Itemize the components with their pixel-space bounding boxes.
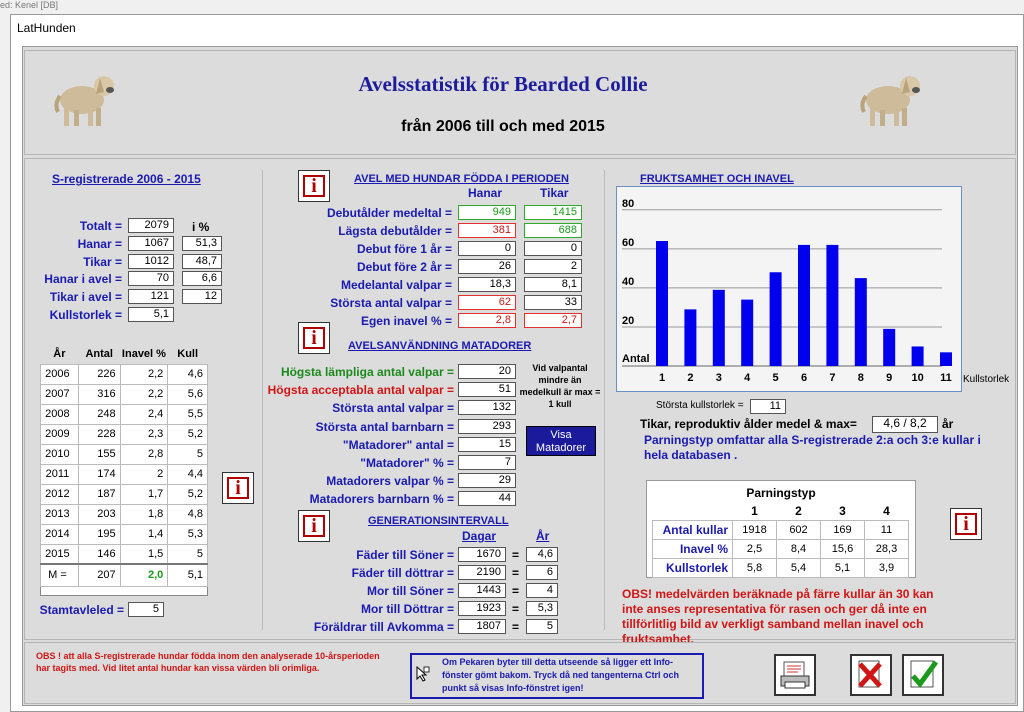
matador-value: 29 <box>458 473 516 488</box>
year-table-cell: 5,2 <box>168 424 208 444</box>
bar-chart <box>618 188 1018 390</box>
year-table-cell: 2007 <box>41 384 79 404</box>
chart-bar <box>855 278 867 366</box>
avel-hanar-value: 949 <box>458 205 516 220</box>
year-table-cell: 155 <box>78 444 120 464</box>
year-table-cell: 5 <box>168 544 208 564</box>
generation-label: Mor till Söner = <box>366 584 454 598</box>
matador-label: Högsta lämpliga antal valpar = <box>280 365 454 379</box>
generation-col-dagar: Dagar <box>462 529 497 543</box>
chart-xtick-label: 1 <box>658 372 666 384</box>
avel-hanar-value: 18,3 <box>458 277 516 292</box>
info-icon: i <box>303 327 325 349</box>
parning-col-header: 4 <box>883 503 890 518</box>
year-table-cell: 2011 <box>41 464 79 484</box>
matador-value: 44 <box>458 491 516 506</box>
year-table-cell: 2012 <box>41 484 79 504</box>
avel-label: Debut före 2 år = <box>356 260 452 274</box>
avel-label: Lägsta debutålder = <box>338 224 452 238</box>
table-row <box>41 444 208 464</box>
fertility-heading: FRUKTSAMHET OCH INAVEL <box>640 173 794 185</box>
year-table-cell: 4,6 <box>168 364 208 384</box>
left-stat-label: Tikar = <box>83 255 122 269</box>
dog-logo-left <box>52 68 118 128</box>
chart-xtick-label: 9 <box>886 372 893 384</box>
table-row <box>41 464 208 484</box>
year-table-cell: 5,6 <box>168 384 208 404</box>
year-table-cell: 5,5 <box>168 404 208 424</box>
year-table-cell: 5,2 <box>168 484 208 504</box>
year-table-mean-cell: M = <box>41 564 79 586</box>
info-button-left[interactable] <box>222 472 254 504</box>
close-icon <box>852 656 890 694</box>
left-heading: S-registrerade 2006 - 2015 <box>52 172 201 186</box>
generation-ar-value: 5 <box>526 619 558 634</box>
year-table-mean-cell: 207 <box>78 564 120 586</box>
left-stat-count: 1012 <box>128 254 174 269</box>
generation-label: Mor till Döttrar = <box>360 602 454 616</box>
generation-ar-value: 4 <box>526 583 558 598</box>
year-table-cell: 187 <box>78 484 120 504</box>
year-table-cell: 174 <box>78 464 120 484</box>
chart-xtick-label: 5 <box>772 372 779 384</box>
year-table-cell: 1,5 <box>120 544 168 564</box>
avel-tikar-value: 1415 <box>524 205 582 220</box>
avel-hanar-value: 62 <box>458 295 516 310</box>
year-table-cell: 248 <box>78 404 120 424</box>
chart-xtick-label: 3 <box>715 372 722 384</box>
chart-bar <box>883 329 895 366</box>
stamtavleled-label: Stamtavleled = <box>39 603 124 617</box>
generation-dagar-value: 1670 <box>458 547 506 562</box>
generation-eq: = <box>512 584 520 598</box>
avel-label: Medelantal valpar = <box>340 278 452 292</box>
chart-bar <box>684 309 696 366</box>
chart-xtick-label: 8 <box>857 372 864 384</box>
avel-hanar-value: 381 <box>458 223 516 238</box>
table-row-mean <box>41 564 208 586</box>
table-row <box>41 484 208 504</box>
matador-value: 20 <box>458 364 516 379</box>
chart-bar <box>826 245 838 366</box>
year-table-mean-cell: 5,1 <box>168 564 208 586</box>
print-icon <box>776 656 814 694</box>
divider-right <box>604 170 605 630</box>
year-table-cell: 2,8 <box>120 444 168 464</box>
left-stat-pct: 48,7 <box>182 254 222 269</box>
chart-xtick-label: 10 <box>911 372 924 384</box>
parning-cell: 5,4 <box>777 558 821 577</box>
avel-tikar-value: 688 <box>524 223 582 238</box>
chart-bar <box>798 245 810 366</box>
chart-xtick-label: 7 <box>829 372 836 384</box>
table-row <box>41 504 208 524</box>
left-stat-label: Totalt = <box>79 219 122 233</box>
year-table-cell: 1,7 <box>120 484 168 504</box>
parning-cell: 2,5 <box>733 539 777 558</box>
page-title: Avelsstatistik för Bearded Collie <box>358 72 648 96</box>
year-table-cell: 228 <box>78 424 120 444</box>
info-hint-text: Om Pekaren byter till detta utseende så ligger ett Info-fönster gömt bakom. Tryck då ned tangenterna Ctrl och punkt så visas Info-fönstret igen! <box>442 657 680 693</box>
chart-bar <box>912 346 924 366</box>
window-title: LatHunden <box>17 21 76 35</box>
table-row <box>41 544 208 564</box>
year-table-cell: 2,3 <box>120 424 168 444</box>
parning-cell: 5,1 <box>821 558 865 577</box>
left-stat-count: 121 <box>128 289 174 304</box>
title-bar[interactable] <box>11 15 1023 41</box>
year-table-cell: 2014 <box>41 524 79 544</box>
avel-hanar-value: 0 <box>458 241 516 256</box>
chart-bar <box>770 272 782 366</box>
table-row <box>653 520 909 539</box>
chart-ytick-label: 60 <box>622 236 635 249</box>
generation-ar-value: 6 <box>526 565 558 580</box>
parning-col-header: 2 <box>795 503 802 518</box>
left-stat-pct: 51,3 <box>182 236 222 251</box>
generation-ar-value: 4,6 <box>526 547 558 562</box>
generation-label: Fäder till döttrar = <box>351 566 454 580</box>
age-value: 4,6 / 8,2 <box>872 416 938 433</box>
generation-label: Föräldrar till Avkomma = <box>313 620 454 634</box>
parning-title: Parningstyp <box>746 486 816 500</box>
left-stat-count: 1067 <box>128 236 174 251</box>
parning-row-label: Antal kullar <box>653 520 733 539</box>
parning-cell: 15,6 <box>821 539 865 558</box>
chart-xtick-label: 2 <box>687 372 694 384</box>
page-subtitle: från 2006 till och med 2015 <box>401 118 605 135</box>
year-table <box>40 344 208 587</box>
year-table-cell: 4,4 <box>168 464 208 484</box>
parning-cell: 11 <box>865 520 909 539</box>
info-button-avel[interactable] <box>298 170 330 202</box>
year-table-cell: 5,3 <box>168 524 208 544</box>
visa-matadorer-button[interactable]: Visa Matadorer <box>526 426 596 456</box>
table-row <box>41 424 208 444</box>
left-stat-count: 2079 <box>128 218 174 233</box>
year-table-cell: 2,2 <box>120 384 168 404</box>
pct-header: i % <box>192 220 210 234</box>
year-table-cell: 4,8 <box>168 504 208 524</box>
footer-obs: OBS ! att alla S-registrerade hundar födda inom den analyserade 10-årsperioden har tagits med. Vid litet antal hundar kan vissa värden bli orimliga. <box>36 651 380 673</box>
chart-background <box>618 188 960 390</box>
generation-dagar-value: 1807 <box>458 619 506 634</box>
parning-col-header: 3 <box>839 503 846 518</box>
avel-label: Största antal valpar = <box>330 296 452 310</box>
avel-tikar-value: 0 <box>524 241 582 256</box>
avel-hanar-value: 2,8 <box>458 313 516 328</box>
avel-col-tikar: Tikar <box>540 186 569 200</box>
ok-button[interactable] <box>902 654 944 696</box>
year-table-cell: 2006 <box>41 364 79 384</box>
dog-logo-right <box>858 68 924 128</box>
check-icon <box>904 656 942 694</box>
matador-value: 51 <box>458 382 516 397</box>
matador-value: 15 <box>458 437 516 452</box>
parning-table <box>652 502 909 578</box>
matador-heading: AVELSANVÄNDNING MATADORER <box>348 340 532 352</box>
table-row <box>41 384 208 404</box>
generation-dagar-value: 1923 <box>458 601 506 616</box>
generation-col-ar: År <box>536 529 550 543</box>
table-row <box>41 404 208 424</box>
year-table-cell: 316 <box>78 384 120 404</box>
year-table-cell: 2,4 <box>120 404 168 424</box>
generation-dagar-value: 1443 <box>458 583 506 598</box>
info-button-parning[interactable] <box>950 508 982 540</box>
year-table-header: Kull <box>177 347 199 360</box>
parning-cell: 602 <box>777 520 821 539</box>
chart-xtick-label: 11 <box>940 372 952 384</box>
generation-eq: = <box>512 602 520 616</box>
info-icon: i <box>303 515 325 537</box>
matador-label: Största antal barnbarn = <box>315 419 454 434</box>
background-app-text: ed: Kenel [DB] <box>0 0 59 10</box>
avel-heading: AVEL MED HUNDAR FÖDDA I PERIODEN <box>354 173 569 185</box>
generation-label: Fäder till Söner = <box>356 548 454 562</box>
info-icon: i <box>227 477 249 499</box>
year-table-cell: 2010 <box>41 444 79 464</box>
chart-ytick-label: 80 <box>622 197 635 210</box>
info-icon: i <box>303 175 325 197</box>
chart-ylabel: Antal <box>622 353 650 365</box>
matador-label: "Matadorer" % = <box>360 456 454 470</box>
parning-cell: 1918 <box>733 520 777 539</box>
year-table-cell: 2 <box>120 464 168 484</box>
obs-warning: OBS! medelvärden beräknade på färre kullar än 30 kan inte anses representativa för rasen och ger då inte en tillförlitlig bild av verkligt samband mellan inavel och fruktsamhet. <box>622 587 934 646</box>
table-row <box>653 539 909 558</box>
parning-cell: 8,4 <box>777 539 821 558</box>
year-table-cell: 2008 <box>41 404 79 424</box>
left-stat-label: Hanar = <box>77 237 122 251</box>
avel-hanar-value: 26 <box>458 259 516 274</box>
chart-ytick-label: 40 <box>622 275 635 288</box>
year-table-header: Inavel % <box>121 347 166 360</box>
avel-label: Debutålder medeltal = <box>326 206 452 220</box>
parning-row-label: Kullstorlek <box>653 558 733 577</box>
generation-eq: = <box>512 620 520 634</box>
year-table-cell: 2009 <box>41 424 79 444</box>
generation-heading: GENERATIONSINTERVALL <box>368 515 509 527</box>
avel-tikar-value: 2 <box>524 259 582 274</box>
cancel-button[interactable] <box>850 654 892 696</box>
left-stat-pct: 12 <box>182 289 222 304</box>
print-button[interactable] <box>774 654 816 696</box>
table-row <box>41 524 208 544</box>
generation-eq: = <box>512 566 520 580</box>
matador-label: "Matadorer" antal = <box>342 437 454 452</box>
matador-label: Största antal valpar = <box>332 401 454 416</box>
year-table-cell: 146 <box>78 544 120 564</box>
parning-row-label: Inavel % <box>653 539 733 558</box>
parning-col-header: 1 <box>751 503 758 518</box>
info-icon: i <box>955 513 977 535</box>
avel-tikar-value: 2,7 <box>524 313 582 328</box>
left-stat-pct: 6,6 <box>182 271 222 286</box>
table-row <box>653 558 909 577</box>
avel-col-hanar: Hanar <box>468 186 503 200</box>
max-litter-value: 11 <box>750 399 786 414</box>
year-table-cell: 2015 <box>41 544 79 564</box>
year-table-cell: 2,2 <box>120 364 168 384</box>
left-stat-label: Kullstorlek = <box>49 308 122 322</box>
left-stat-count: 70 <box>128 271 174 286</box>
parning-cell: 3,9 <box>865 558 909 577</box>
left-stat-label: Tikar i avel = <box>49 290 122 304</box>
parning-cell: 169 <box>821 520 865 539</box>
chart-bar <box>656 241 668 366</box>
age-unit: år <box>942 417 954 431</box>
parning-cell: 5,8 <box>733 558 777 577</box>
chart-ytick-label: 20 <box>622 314 635 327</box>
age-label: Tikar, reproduktiv ålder medel & max= <box>640 417 857 431</box>
matador-label: Matadorers valpar % = <box>326 474 454 489</box>
chart-xlabel: Kullstorlek <box>963 374 1010 385</box>
left-stat-label: Hanar i avel = <box>44 272 122 286</box>
year-table-mean-cell: 2,0 <box>120 564 168 586</box>
generation-eq: = <box>512 548 520 562</box>
matador-note: Vid valpantal mindre än medelkull är max = 1 kull <box>519 363 601 409</box>
chart-xtick-label: 6 <box>800 372 808 384</box>
year-table-cell: 203 <box>78 504 120 524</box>
chart-xtick-label: 4 <box>744 372 751 384</box>
chart-bar <box>713 290 725 366</box>
year-table-cell: 2013 <box>41 504 79 524</box>
info-button-matador[interactable] <box>298 322 330 354</box>
year-table-header: År <box>53 347 66 360</box>
avel-tikar-value: 33 <box>524 295 582 310</box>
stamtavleled-value: 5 <box>128 602 164 617</box>
parning-note: Parningstyp omfattar alla S-registrerade 2:a och 3:e kullar i hela databasen . <box>644 433 981 462</box>
generation-ar-value: 5,3 <box>526 601 558 616</box>
matador-value: 7 <box>458 455 516 470</box>
matador-value: 132 <box>458 400 516 415</box>
chart-bar <box>940 352 952 366</box>
info-button-generation[interactable] <box>298 510 330 542</box>
left-stat-count: 5,1 <box>128 307 174 322</box>
parning-corner <box>653 502 733 520</box>
parning-cell: 28,3 <box>865 539 909 558</box>
avel-tikar-value: 8,1 <box>524 277 582 292</box>
avel-label: Egen inavel % = <box>360 314 452 328</box>
year-table-cell: 195 <box>78 524 120 544</box>
max-litter-label: Största kullstorlek = <box>656 400 744 411</box>
year-table-header: Antal <box>85 347 113 360</box>
matador-value: 293 <box>458 419 516 434</box>
table-row <box>41 364 208 384</box>
year-table-cell: 1,8 <box>120 504 168 524</box>
matador-label: Matadorers barnbarn % = <box>309 492 454 507</box>
pointer-icon <box>416 666 430 682</box>
year-table-cell: 5 <box>168 444 208 464</box>
chart-bar <box>741 300 753 366</box>
avel-label: Debut före 1 år = <box>356 242 452 256</box>
year-table-cell: 1,4 <box>120 524 168 544</box>
year-table-cell: 226 <box>78 364 120 384</box>
generation-dagar-value: 2190 <box>458 565 506 580</box>
matador-label: Högsta acceptabla antal valpar = <box>267 383 454 398</box>
